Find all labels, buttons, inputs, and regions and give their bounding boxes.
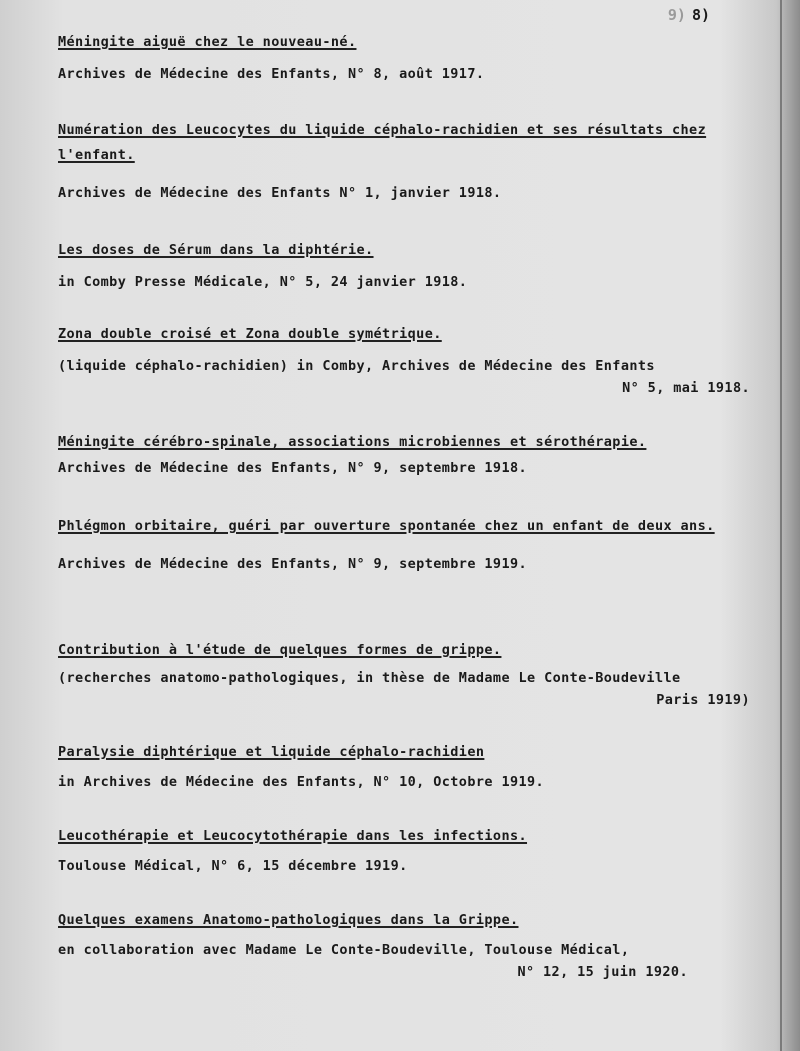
entry-source: in Comby Presse Médicale, N° 5, 24 janvier 1918.	[58, 274, 468, 290]
bibliography-entry	[58, 238, 778, 293]
page-edge-shadow	[782, 0, 800, 1051]
bibliography-entry	[58, 322, 778, 399]
entry-title: Leucothérapie et Leucocytothérapie dans les infections.	[58, 828, 528, 844]
entry-title: Quelques examens Anatomo-pathologiques dans la Grippe.	[58, 912, 519, 928]
page-number-main: 8)	[691, 6, 710, 24]
entry-source-cont: N° 5, mai 1918.	[622, 380, 750, 396]
bibliography-entry	[58, 430, 778, 479]
entry-source: in Archives de Médecine des Enfants, N° 10, Octobre 1919.	[58, 774, 545, 790]
entry-source: (liquide céphalo-rachidien) in Comby, Archives de Médecine des Enfants	[58, 358, 655, 374]
entry-title: Méningite cérébro-spinale, associations microbiennes et sérothérapie.	[58, 434, 647, 450]
entry-source: en collaboration avec Madame Le Conte-Boudeville, Toulouse Médical,	[58, 942, 630, 958]
entry-source: Archives de Médecine des Enfants N° 1, janvier 1918.	[58, 185, 502, 201]
entry-title: Les doses de Sérum dans la diphtérie.	[58, 242, 374, 258]
bibliography-entry	[58, 638, 778, 711]
bibliography-entry	[58, 514, 778, 575]
entry-source: Archives de Médecine des Enfants, N° 8, août 1917.	[58, 66, 485, 82]
bibliography-entry	[58, 908, 778, 983]
page-number	[668, 6, 710, 24]
entry-source-cont: Paris 1919)	[656, 692, 750, 708]
entry-source: Archives de Médecine des Enfants, N° 9, septembre 1918.	[58, 460, 528, 476]
bibliography-entry	[58, 118, 778, 204]
entry-source-cont: N° 12, 15 juin 1920.	[517, 964, 688, 980]
entry-title: Méningite aiguë chez le nouveau-né.	[58, 34, 357, 50]
entry-title: Numération des Leucocytes du liquide céphalo-rachidien et ses résultats chez l'enfant.	[58, 122, 707, 163]
bibliography-entry	[58, 740, 778, 793]
entry-title: Phlégmon orbitaire, guéri par ouverture spontanée chez un enfant de deux ans.	[58, 518, 715, 534]
page-number-faint: 9)	[667, 6, 686, 24]
entry-title: Zona double croisé et Zona double symétrique.	[58, 326, 442, 342]
entry-source: (recherches anatomo-pathologiques, in thèse de Madame Le Conte-Boudeville	[58, 670, 681, 686]
entry-source: Archives de Médecine des Enfants, N° 9, septembre 1919.	[58, 556, 528, 572]
entry-title: Paralysie diphtérique et liquide céphalo-rachidien	[58, 744, 485, 760]
entry-title: Contribution à l'étude de quelques formes de grippe.	[58, 642, 502, 658]
bibliography-entry	[58, 824, 778, 877]
entry-source: Toulouse Médical, N° 6, 15 décembre 1919.	[58, 858, 408, 874]
page-edge-line	[780, 0, 782, 1051]
bibliography-entry	[58, 30, 778, 85]
